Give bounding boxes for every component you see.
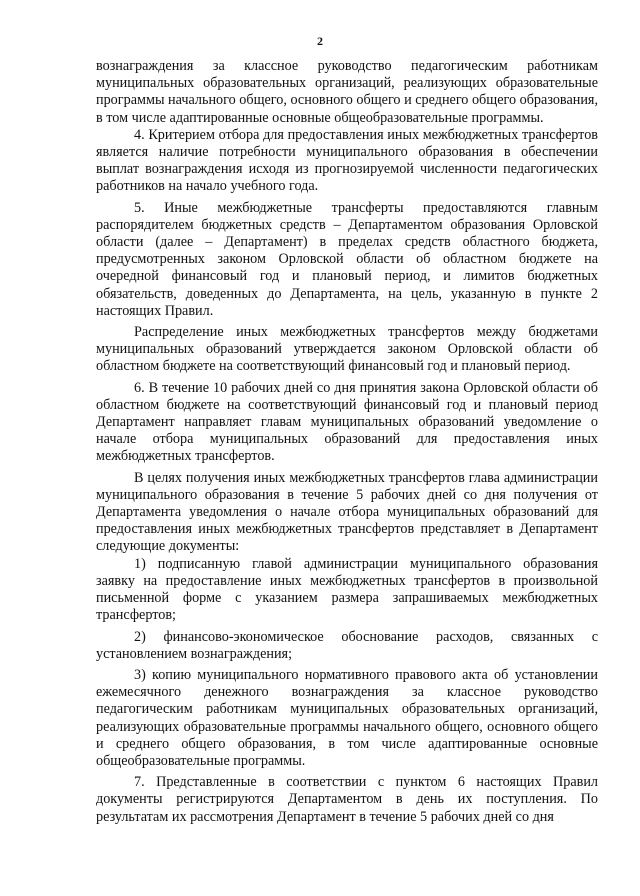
paragraph-item-6: 6. В течение 10 рабочих дней со дня принятия закона Орловской области об областном бюджете на соответствующий финансовый год и плановый период Департамент направляет главам муниципальных образований уведомление о начале отбора муниципальных образований для предоставления иных межбюджетных трансфертов.: [96, 379, 598, 465]
paragraph-item-7: 7. Представленные в соответствии с пунктом 6 настоящих Правил документы регистрируются Департаментом в день их поступления. По результатам их рассмотрения Департамент в течение 5 рабочих дней со дня: [96, 774, 598, 825]
paragraph-continuation: вознаграждения за классное руководство педагогическим работникам муниципальных образовательных организаций, реализующих образовательные программы начального общего, основного общего и среднего общего образования, в том числе адаптированные основные общеобразовательные программы.: [96, 58, 598, 126]
paragraph-distribution: Распределение иных межбюджетных трансфертов между бюджетами муниципальных образований утверждается законом Орловской области об областном бюджете на соответствующий финансовый год и плановый период.: [96, 324, 598, 375]
paragraph-item-4: 4. Критерием отбора для предоставления иных межбюджетных трансфертов является наличие потребности муниципального образования в обеспечении выплат вознаграждения исходя из прогнозируемой численности педагогических работников на начало учебного года.: [96, 126, 598, 195]
paragraph-application: В целях получения иных межбюджетных трансфертов глава администрации муниципального образования в течение 5 рабочих дней со дня получения от Департамента уведомления о начале отбора муниципальных образований для предоставления иных межбюджетных трансфертов представляет в Департамент следующие документы:: [96, 469, 598, 555]
paragraph-item-5: 5. Иные межбюджетные трансферты предоставляются главным распорядителем бюджетных средств – Департаментом образования Орловской области (далее – Департамент) в пределах средств областного бюджета, предусмотренных законом Орловской области об областном бюджете на очередной финансовый год и плановый период, и лимитов бюджетных обязательств, доведенных до Департамента, на цель, указанную в пункте 2 настоящих Правил.: [96, 199, 598, 319]
list-item-3: 3) копию муниципального нормативного правового акта об установлении ежемесячного денежного вознаграждения за классное руководство педагогическим работникам муниципальных образовательных организаций, реализующих образовательные программы начального общего, основного общего и среднего общего образования, в том числе адаптированные основные общеобразовательные программы.: [96, 666, 598, 769]
document-body: [96, 58, 598, 826]
page-number: 2: [317, 34, 323, 48]
list-item-1: 1) подписанную главой администрации муниципального образования заявку на предоставление иных межбюджетных трансфертов в произвольной письменной форме с указанием размера запрашиваемых межбюджетных трансфертов;: [96, 555, 598, 624]
list-item-2: 2) финансово-экономическое обоснование расходов, связанных с установлением вознаграждения;: [96, 628, 598, 662]
